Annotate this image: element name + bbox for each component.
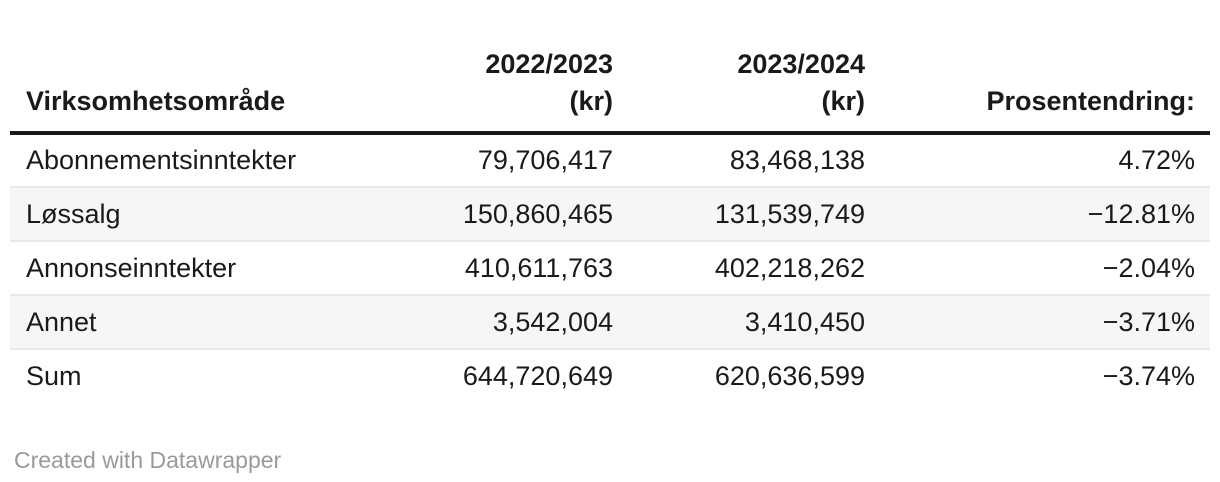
column-header-label-line1: 2023/2024 [737,49,865,79]
datawrapper-attribution-link[interactable]: Created with Datawrapper [14,447,282,473]
column-header-label-line1: 2022/2023 [485,49,613,79]
cell-2022-2023: 3,542,004 [492,306,613,337]
table-row [10,241,1210,295]
cell-percent-change: −2.04% [1102,252,1195,283]
table-header-row [10,0,1210,133]
cell-percent-change: −3.74% [1102,361,1195,391]
table-row [10,295,1210,349]
column-header-label: Virksomhetsområde [26,86,286,116]
cell-area: Sum [26,361,82,391]
column-header-2023-2024 [628,0,880,133]
cell-2023-2024: 402,218,262 [714,252,865,283]
cell-2023-2024: 3,410,450 [744,306,865,337]
cell-area: Annet [26,306,97,337]
table-row [10,133,1210,187]
cell-percent-change: −12.81% [1087,198,1195,229]
column-header-label-line2: (kr) [569,86,613,116]
cell-2022-2023: 150,860,465 [462,198,613,229]
column-header-label: Prosentendring: [986,86,1195,116]
cell-area: Annonseinntekter [26,252,237,283]
table-row [10,187,1210,241]
cell-percent-change: 4.72% [1118,145,1195,175]
cell-2022-2023: 79,706,417 [477,145,613,175]
attribution-footer [14,446,1210,474]
column-header-virksomhetsomrade [10,0,350,133]
cell-2023-2024: 131,539,749 [714,198,865,229]
column-header-label-line2: (kr) [821,86,865,116]
data-table [10,0,1210,403]
column-header-2022-2023 [350,0,628,133]
cell-2023-2024: 620,636,599 [714,361,865,391]
cell-2022-2023: 410,611,763 [464,252,613,283]
table-row-sum [10,349,1210,403]
cell-2023-2024: 83,468,138 [729,145,865,175]
column-header-prosentendring [880,0,1210,133]
cell-percent-change: −3.71% [1102,306,1195,337]
cell-area: Abonnementsinntekter [26,145,297,175]
cell-area: Løssalg [26,198,121,229]
cell-2022-2023: 644,720,649 [462,361,613,391]
